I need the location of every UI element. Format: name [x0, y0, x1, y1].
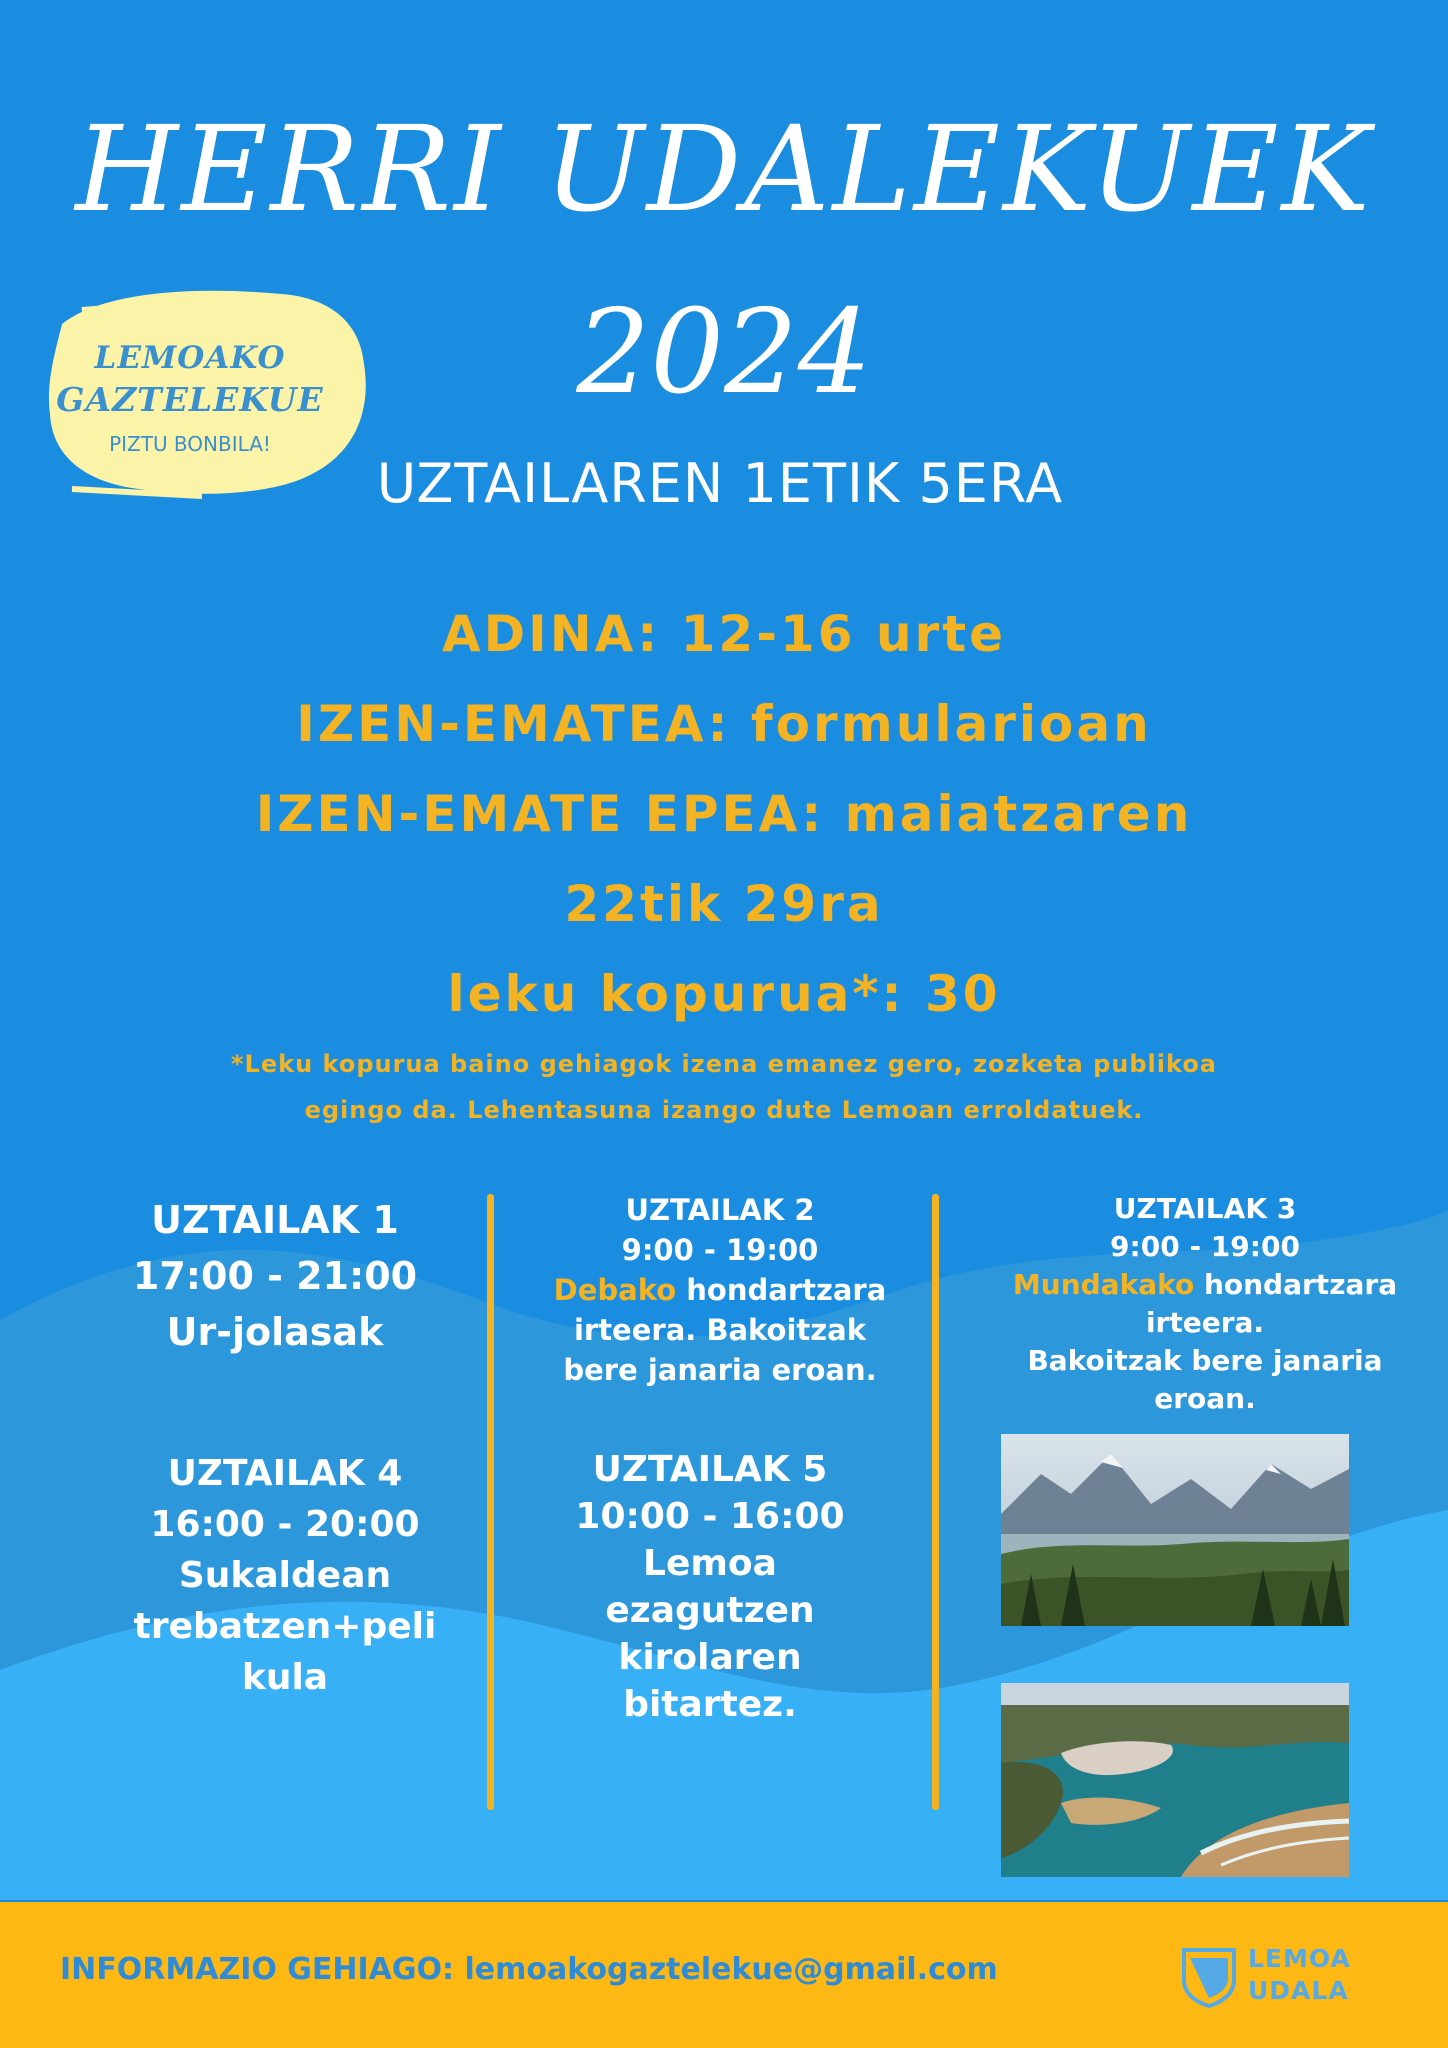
schedule-day2	[535, 1190, 905, 1390]
date-range: UZTAILAREN 1ETIK 5ERA	[376, 452, 1064, 515]
info-registration: IZEN-EMATEA: formularioan	[296, 695, 1152, 753]
day1-activity: Ur-jolasak	[166, 1310, 384, 1354]
day1-date: UZTAILAK 1	[151, 1198, 399, 1242]
column-divider-left	[487, 1194, 494, 1810]
footer-contact-info: INFORMAZIO GEHIAGO: lemoakogaztelekue@gmail.com	[60, 1952, 998, 1987]
day5-date: UZTAILAK 5	[592, 1449, 828, 1490]
municipality-logo	[1180, 1940, 1380, 2012]
day4-time: 16:00 - 20:00	[150, 1504, 420, 1545]
title-line1: HERRI UDALEKUEK	[75, 100, 1373, 238]
schedule-day5	[535, 1446, 885, 1728]
note-line1: *Leku kopurua baino gehiagok izena emanez gero, zozketa publikoa	[230, 1050, 1218, 1078]
info-age: ADINA: 12-16 urte	[441, 605, 1007, 663]
column-divider-right	[932, 1194, 939, 1810]
day4-date: UZTAILAK 4	[167, 1453, 403, 1494]
day3-date: UZTAILAK 3	[1113, 1192, 1297, 1225]
day2-line1-rest: hondartzara	[686, 1273, 887, 1307]
title-year: 2024	[576, 285, 872, 420]
day3-line2: irteera.	[1145, 1306, 1265, 1339]
day2-line3: bere janaria eroan.	[563, 1353, 877, 1387]
day3-line1	[1000, 1266, 1410, 1304]
day1-time: 17:00 - 21:00	[132, 1254, 418, 1298]
shield-icon	[1180, 1944, 1238, 2008]
mountain-landscape-image	[1001, 1434, 1349, 1626]
info-places: leku kopurua*: 30	[447, 965, 1001, 1023]
schedule-day3	[1000, 1190, 1410, 1418]
coast-photo	[1001, 1683, 1349, 1877]
schedule-day1	[100, 1192, 450, 1360]
badge-slogan: PIZTU BONBILA!	[109, 432, 271, 456]
info-period-line2: 22tik 29ra	[564, 875, 884, 933]
mountain-photo	[1001, 1434, 1349, 1626]
day3-time: 9:00 - 19:00	[1110, 1230, 1300, 1263]
info-period-line1: IZEN-EMATE EPEA: maiatzaren	[255, 785, 1193, 843]
day4-activity: Sukaldean trebatzen+peli kula	[133, 1555, 437, 1698]
day3-line1-rest: hondartzara	[1203, 1268, 1398, 1301]
day2-date: UZTAILAK 2	[625, 1193, 815, 1227]
badge-title-line2: GAZTELEKUE	[56, 380, 324, 419]
day3-line4: eroan.	[1154, 1382, 1256, 1415]
logo-text-line2: UDALA	[1248, 1976, 1349, 2005]
day2-line1	[535, 1270, 905, 1310]
day5-time: 10:00 - 16:00	[575, 1496, 845, 1537]
day5-activity: Lemoa ezagutzen kirolaren bitartez.	[605, 1543, 815, 1725]
footer-bar	[0, 1902, 1448, 2048]
day3-place: Mundakako	[1012, 1268, 1195, 1301]
schedule-day4	[110, 1448, 460, 1703]
coastal-town-image	[1001, 1683, 1349, 1877]
badge-title-line1: LEMOAKO	[94, 340, 286, 376]
day2-line2: irteera. Bakoitzak	[573, 1313, 867, 1347]
note-line2: egingo da. Lehentasuna izango dute Lemoan erroldatuek.	[304, 1096, 1144, 1124]
day2-time: 9:00 - 19:00	[621, 1233, 819, 1267]
day3-line3: Bakoitzak bere janaria	[1027, 1344, 1383, 1377]
day2-place: Debako	[553, 1273, 677, 1307]
logo-text-line1: LEMOA	[1248, 1944, 1351, 1973]
